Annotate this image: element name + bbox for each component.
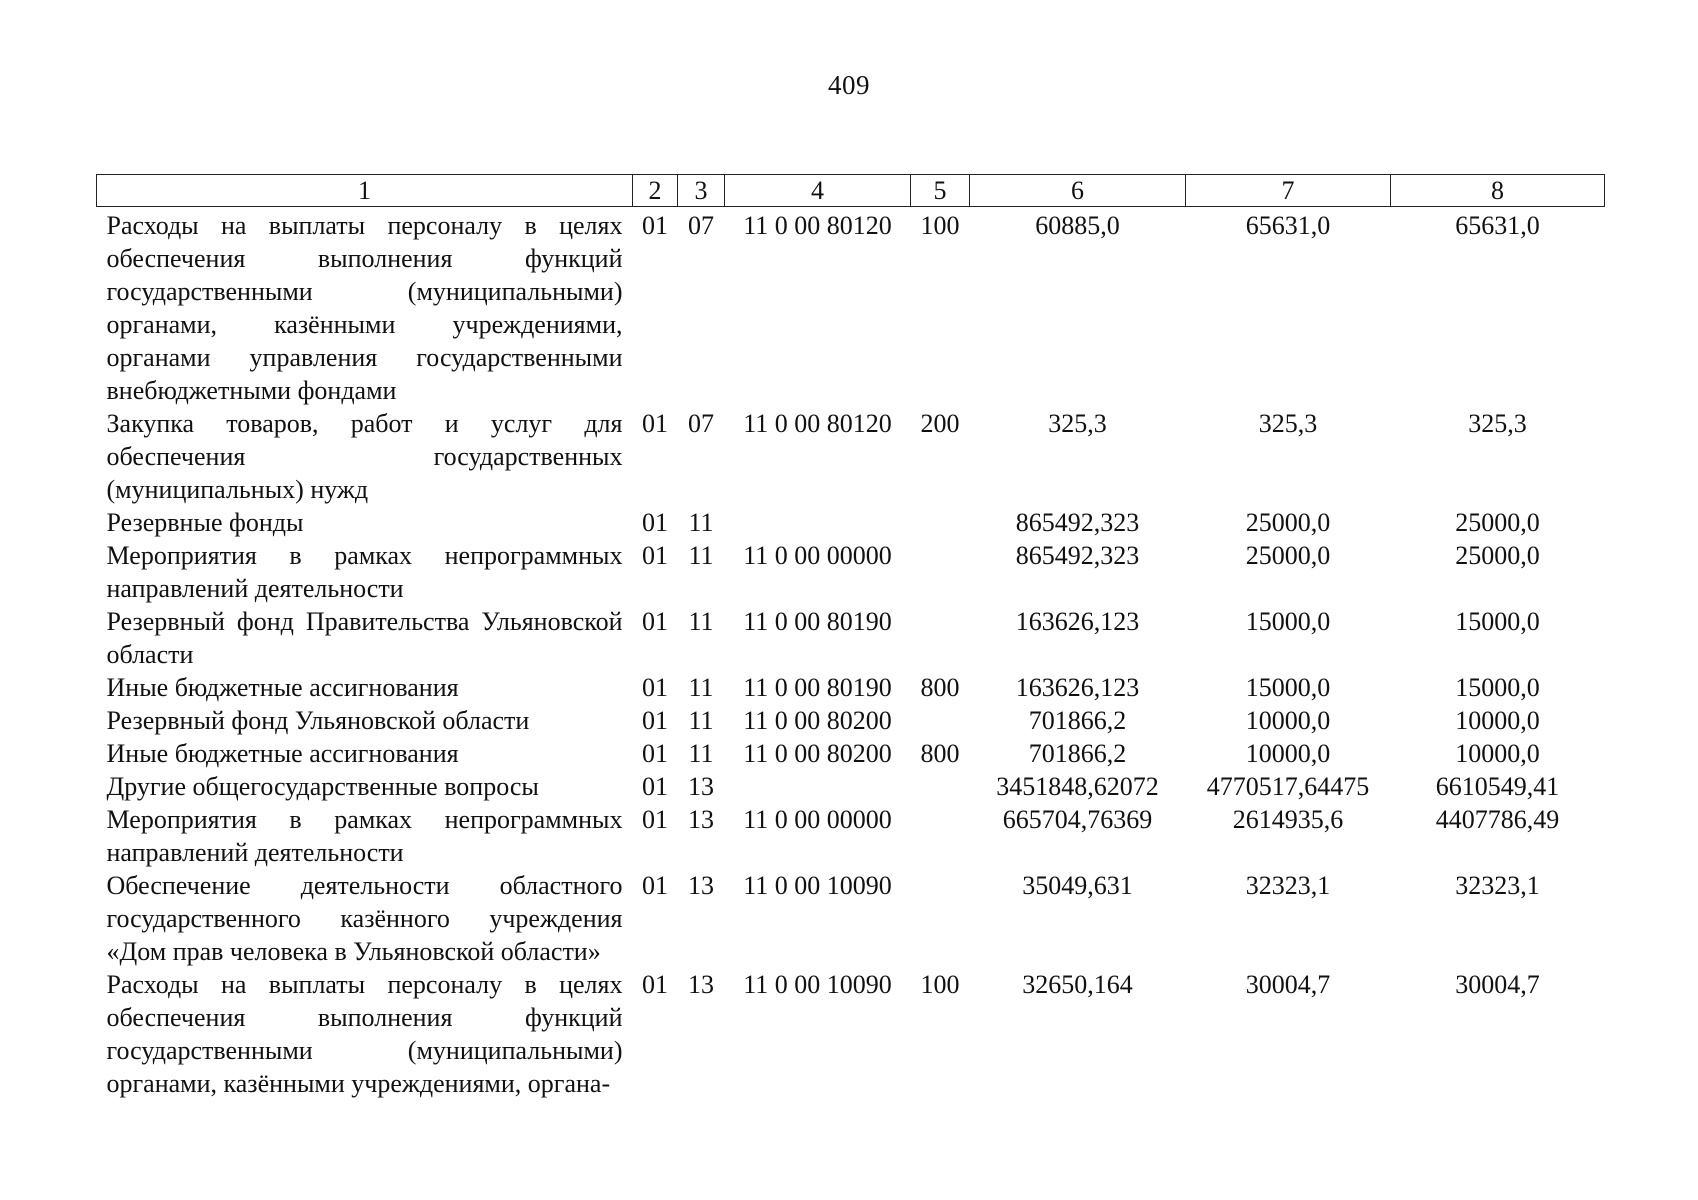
row-expense-type <box>911 803 970 869</box>
row-amount-6: 163626,123 <box>1015 607 1140 636</box>
row-amount-6: 163626,123 <box>1015 673 1140 702</box>
row-target-article: 11 0 00 80190 <box>743 673 892 702</box>
row-section: 01 <box>642 211 668 240</box>
row-name: Расходы на выплаты персоналу в целях обеспечения выполнения функций государственными (муниципальными) органами, казёнными учреждениями, органа- <box>106 970 623 1098</box>
column-header-8: 8 <box>1391 175 1605 207</box>
row-amount-8: 32323,1 <box>1455 871 1540 900</box>
row-subsection: 13 <box>688 871 714 900</box>
budget-table <box>96 174 1605 1100</box>
row-expense-type <box>911 605 970 671</box>
row-expense-type: 200 <box>920 409 960 438</box>
row-expense-type <box>911 770 970 803</box>
row-section: 01 <box>642 541 668 570</box>
row-amount-7: 30004,7 <box>1245 970 1331 999</box>
row-amount-7: 10000,0 <box>1245 706 1331 735</box>
row-subsection: 11 <box>688 706 714 735</box>
row-target-article: 11 0 00 10090 <box>743 970 892 999</box>
row-section: 01 <box>642 739 668 768</box>
column-header-5: 5 <box>911 175 970 207</box>
table-row <box>97 539 1605 605</box>
row-expense-type <box>911 869 970 968</box>
row-amount-8: 25000,0 <box>1455 541 1540 570</box>
table-row <box>97 506 1605 539</box>
row-name: Мероприятия в рамках непрограммных направлений деятельности <box>106 541 623 603</box>
row-expense-type: 800 <box>920 673 960 702</box>
row-name: Резервные фонды <box>106 508 304 537</box>
row-amount-7: 15000,0 <box>1245 607 1331 636</box>
row-name: Расходы на выплаты персоналу в целях обеспечения выполнения функций государственными (муниципальными) органами, казёнными учреждениями, органами управления государственными внебюджетными фондами <box>106 211 623 405</box>
table-row <box>97 207 1605 408</box>
row-amount-8: 15000,0 <box>1455 607 1540 636</box>
row-name: Иные бюджетные ассигнования <box>106 673 459 702</box>
row-subsection: 11 <box>688 541 714 570</box>
row-amount-6: 865492,323 <box>1015 541 1140 570</box>
row-name: Иные бюджетные ассигнования <box>106 739 459 768</box>
row-section: 01 <box>642 673 668 702</box>
row-amount-8: 10000,0 <box>1455 706 1540 735</box>
row-amount-8: 15000,0 <box>1455 673 1540 702</box>
row-amount-7: 65631,0 <box>1245 211 1331 240</box>
row-name: Резервный фонд Правительства Ульяновской области <box>106 607 623 669</box>
row-amount-8: 25000,0 <box>1455 508 1540 537</box>
row-target-article: 11 0 00 00000 <box>743 541 892 570</box>
row-amount-7: 4770517,64475 <box>1206 772 1370 801</box>
row-amount-7: 32323,1 <box>1245 871 1331 900</box>
row-amount-7: 15000,0 <box>1245 673 1331 702</box>
row-amount-8: 10000,0 <box>1455 739 1540 768</box>
row-amount-8: 6610549,41 <box>1435 772 1560 801</box>
table-body <box>97 207 1605 1101</box>
row-amount-6: 701866,2 <box>1028 706 1127 735</box>
row-name: Закупка товаров, работ и услуг для обеспечения государственных (муниципальных) нужд <box>106 409 623 504</box>
column-header-2: 2 <box>633 175 678 207</box>
row-section: 01 <box>642 508 668 537</box>
row-amount-7: 25000,0 <box>1245 541 1331 570</box>
row-name: Другие общегосударственные вопросы <box>106 772 539 801</box>
table-row <box>97 770 1605 803</box>
row-amount-7: 25000,0 <box>1245 508 1331 537</box>
table-row <box>97 803 1605 869</box>
row-amount-6: 665704,76369 <box>1002 805 1153 834</box>
row-amount-6: 865492,323 <box>1015 508 1140 537</box>
row-name: Обеспечение деятельности областного государственного казённого учреждения «Дом прав человека в Ульяновской области» <box>106 871 623 966</box>
row-subsection: 07 <box>688 409 714 438</box>
table-header-row <box>97 175 1605 207</box>
row-name: Резервный фонд Ульяновской области <box>106 706 530 735</box>
row-target-article <box>725 506 911 539</box>
row-expense-type: 800 <box>920 739 960 768</box>
table-row <box>97 737 1605 770</box>
column-header-6: 6 <box>970 175 1186 207</box>
column-header-3: 3 <box>678 175 725 207</box>
row-target-article: 11 0 00 10090 <box>743 871 892 900</box>
row-amount-8: 65631,0 <box>1455 211 1540 240</box>
row-amount-6: 60885,0 <box>1035 211 1120 240</box>
row-target-article: 11 0 00 80120 <box>743 409 892 438</box>
row-amount-6: 325,3 <box>1048 409 1107 438</box>
row-target-article: 11 0 00 00000 <box>743 805 892 834</box>
row-target-article <box>725 770 911 803</box>
page-number: 409 <box>828 70 870 100</box>
row-expense-type <box>911 506 970 539</box>
column-header-1: 1 <box>97 175 633 207</box>
row-subsection: 13 <box>688 970 714 999</box>
row-target-article: 11 0 00 80200 <box>743 706 892 735</box>
row-expense-type <box>911 704 970 737</box>
row-amount-6: 701866,2 <box>1028 739 1127 768</box>
row-expense-type: 100 <box>920 211 960 240</box>
row-section: 01 <box>642 772 668 801</box>
row-expense-type: 100 <box>920 970 960 999</box>
row-amount-6: 35049,631 <box>1022 871 1133 900</box>
row-subsection: 11 <box>688 673 714 702</box>
row-amount-6: 32650,164 <box>1022 970 1133 999</box>
row-subsection: 13 <box>688 772 714 801</box>
row-subsection: 11 <box>688 607 714 636</box>
row-amount-7: 325,3 <box>1258 409 1318 438</box>
row-amount-7: 10000,0 <box>1245 739 1331 768</box>
table-row <box>97 605 1605 671</box>
table-row <box>97 968 1605 1100</box>
column-header-7: 7 <box>1186 175 1391 207</box>
row-subsection: 11 <box>688 508 714 537</box>
row-target-article: 11 0 00 80120 <box>743 211 892 240</box>
table-row <box>97 407 1605 506</box>
row-section: 01 <box>642 409 668 438</box>
row-amount-6: 3451848,62072 <box>996 772 1159 801</box>
table-row <box>97 869 1605 968</box>
row-section: 01 <box>642 970 668 999</box>
row-target-article: 11 0 00 80200 <box>743 739 892 768</box>
row-name: Мероприятия в рамках непрограммных направлений деятельности <box>106 805 623 867</box>
row-subsection: 07 <box>688 211 714 240</box>
row-section: 01 <box>642 706 668 735</box>
row-section: 01 <box>642 607 668 636</box>
row-amount-8: 4407786,49 <box>1435 805 1560 834</box>
row-target-article: 11 0 00 80190 <box>743 607 892 636</box>
row-section: 01 <box>642 805 668 834</box>
row-amount-8: 325,3 <box>1468 409 1527 438</box>
row-subsection: 11 <box>688 739 714 768</box>
row-subsection: 13 <box>688 805 714 834</box>
row-expense-type <box>911 539 970 605</box>
row-amount-8: 30004,7 <box>1455 970 1540 999</box>
column-header-4: 4 <box>725 175 911 207</box>
table-row <box>97 704 1605 737</box>
row-amount-7: 2614935,6 <box>1232 805 1344 834</box>
row-section: 01 <box>642 871 668 900</box>
table-row <box>97 671 1605 704</box>
